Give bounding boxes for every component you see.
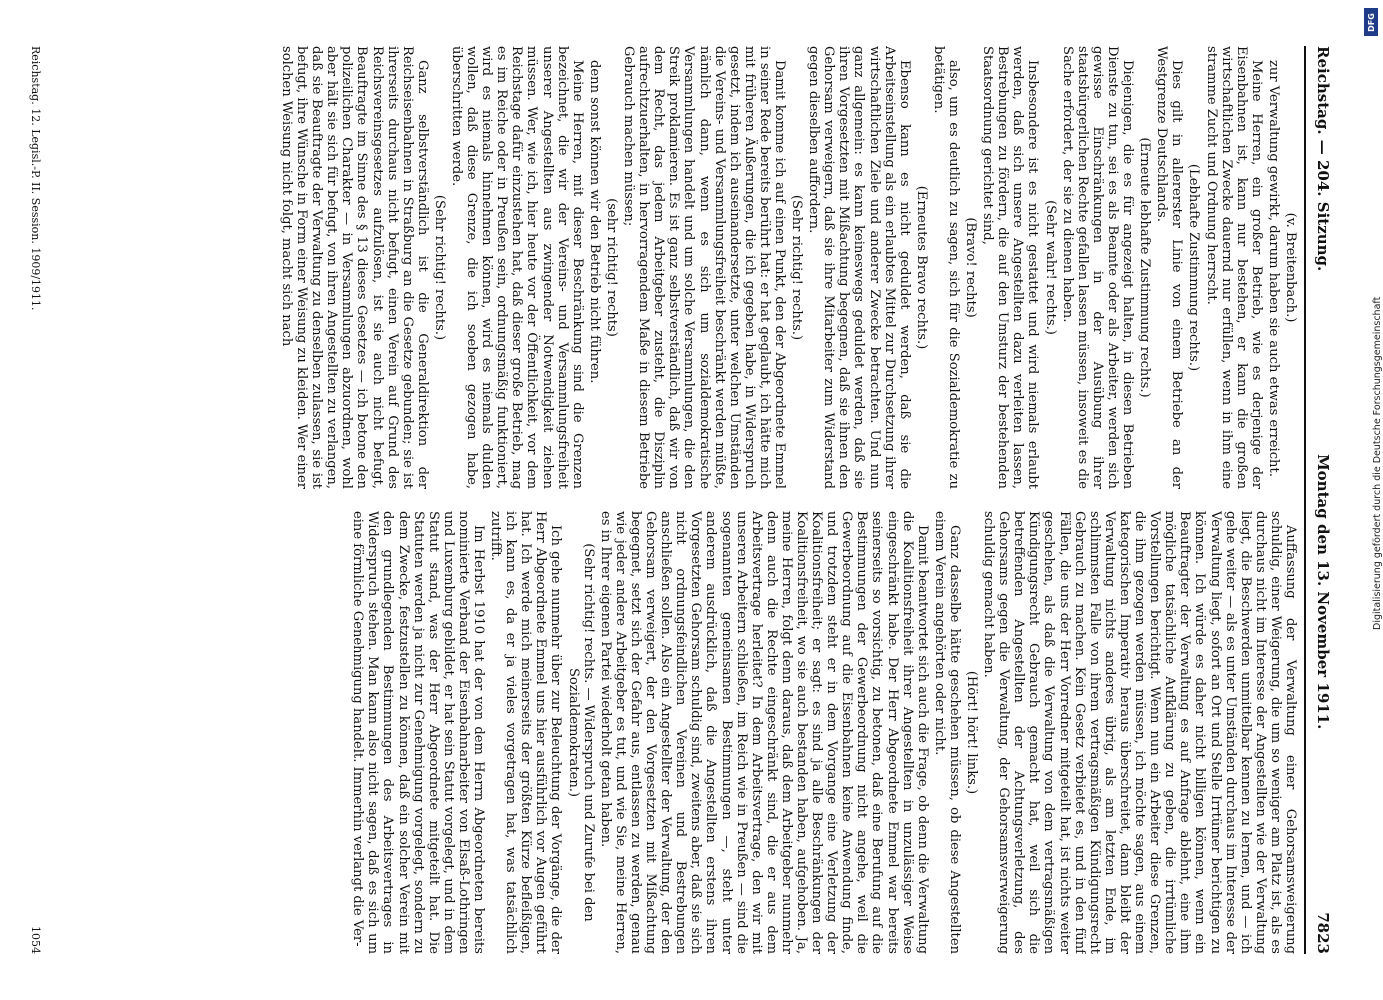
paragraph: (Erneute lebhafte Zustimmung rechts.) — [1137, 137, 1153, 398]
right-column — [68, 511, 1298, 954]
left-column — [68, 46, 1298, 489]
paragraph: zur Verwaltung gewirkt, darum haben sie auch etwas erreicht. — [1265, 60, 1281, 477]
paragraph: (Erneutes Bravo rechts.) — [913, 185, 929, 350]
paragraph: Insbesondere ist es nicht gestattet und wird niemals erlaubt werden, daß sich unsere Angestellten dazu verleiten lassen, Bestrebungen zu fördern, die auf den Umsturz der bestehenden Staatsordnung gerichtet sind, — [980, 46, 1041, 489]
digitization-notice: Digitalisierung gefördert durch die Deutsche Forschungsgemeinschaft — [1372, 296, 1383, 630]
paragraph: Damit komme ich auf einen Punkt, den der Abgeordnete Emmel in seiner Rede bereits berührt hat: er hat geglaubt, ich hätte mich mit früheren Äußerungen, die ich gegeben habe, in Widerspruch gesetzt, indem ich auseinandersetzte, unter welchen Umständen die Vereins- und Versammlungsfreiheit beschränkt werden müßte, nämlich dann, wenn es sich um sozialdemokratische Versammlungen handelt und um solche Versammlungen, die den Streik proklamieren. Es ist ganz selbstverständlich, daß wir von dem Recht, das jedem Arbeitgeber zusteht, die Disziplin aufrechtzuerhalten, in hervorragendem Maße in diesem Betriebe Gebrauch machen müssen; — [621, 46, 787, 489]
footer-sheet-number: 1054 — [29, 926, 43, 954]
header-left: Reichstag. — 204. Sitzung. — [1314, 46, 1332, 272]
paragraph: Im Herbst 1910 hat der von dem Herrn Abgeordneten bereits nominierte Verband der Eisenbahnarbeiter von Elsaß-Lothringen und Luxemburg gebildet, er hat sein Statut vorgelegt, und in dem Statut stand, was der Herr Abgeordnete mitgeteilt hat. Die Statuten werden ja nicht zur Genehmigung vorgelegt, sondern zu dem Zwecke, festzustellen zu können, daß ein solcher Verein mit den grundlegenden Bestimmungen des Arbeitsvertrages in Widerspruch stehen. Man kann also nicht sagen, daß es sich um eine förmliche Genehmigung handelt. Immerhin verlangt die Ver- — [350, 511, 487, 954]
paragraph: Meine Herren, mit dieser Beschränkung sind die Grenzen bezeichnet, die wir der Vereins- und Versammlungsfreiheit unserer Angestellten aus zwingender Notwendigkeit ziehen müssen. Wer, wie ich, hier heute vor der Öffentlichkeit, vor dem Reichstage dafür einzustehen hat, daß dieser große Betrieb, mag es im Reiche oder in Preußen sein, ordnungsmäßig funktioniert, wird es niemals hinnehmen können, wird es niemals dulden wollen, daß diese Grenze, die ich soeben gezogen habe, überschritten werde. — [449, 46, 585, 489]
paragraph: Meine Herren, ein großer Betrieb, wie es derjenige der Eisenbahnen ist, kann nur bestehen, er kann die großen wirtschaftlichen Zwecke dauernd nur erfüllen, wenn in ihm eine stramme Zucht und Ordnung herrscht. — [1203, 46, 1264, 489]
paragraph: (Sehr wahr! rechts.) — [1042, 200, 1058, 335]
paragraph: (v. Breitenbach.) — [1283, 212, 1298, 323]
paragraph: Diejenigen, die es für angezeigt halten, in diesen Betrieben Dienste zu tun, sei es als Beamte oder als Arbeiter, werden sich gewisse Einschränkungen in der Ausübung ihrer staatsbürgerlichen Rechte gefallen lassen müssen, insoweit es die Sache erfordert, der sie zu dienen haben. — [1059, 46, 1136, 489]
paragraph: (Lebhafte Zustimmung rechts.) — [1186, 163, 1202, 372]
paragraph: Ich gehe nunmehr über zur Beleuchtung der Vorgänge, die der Herr Abgeordnete Emmel uns hier ausführlich vor Augen geführt hat. Ich werde mich meinerseits der größten Kürze befleißigen, ich kann es, da er ja vieles vorgetragen hat, was tatsächlich zutrifft. — [488, 511, 564, 954]
page-number: 7823 — [1314, 912, 1332, 954]
header-center: Montag den 13. November 1911. — [1314, 454, 1332, 730]
paragraph: (Sehr richtig! rechts. — Widerspruch und Zurufe bei den Sozialdemokraten.) — [565, 543, 596, 922]
paragraph: Auffassung der Verwaltung einer Gehorsamsweigerung schuldig, einer Weigerung, die um so weniger am Platz ist, als es durchaus nicht im Interesse der Angestellten wie der Verwaltung liegt, die Beschwerden unmittelbar kennen zu lernen, und — ich gehe weiter — als es unter Umständen durchaus im Interesse der Verwaltung liegt, sofort an Ort und Stelle Irrtümer berichtigen zu können. Ich würde es daher nicht billigen können, wenn ein Beauftragter der Verwaltung es auf Anfrage ablehnt, eine ihm mögliche tatsächliche Aufklärung zu geben, die irrtümliche Vorstellungen berichtigt. Wenn nun ein Arbeiter diese Grenzen, die ihm gezogen werden müssen, ich möchte sagen, aus einem kategorischen Imperativ heraus überschreitet, dann bleibt der Verwaltung nichts anderes übrig, als am letzten Ende, im schlimmsten Falle von ihrem vertragsmäßigen Kündigungsrecht Gebrauch zu machen. Kein Gesetz verbietet es, und in den fünf Fällen, die uns der Herr Vorredner mitgeteilt hat, ist nichts weiter geschehen, als daß die Verwaltung von dem vertragsmäßigen Kündigungsrecht Gebrauch gemacht hat, weil sich die betreffenden Angestellten der Achtungsverletzung, des Gehorsams gegen die Verwaltung, der Gehorsamsverweigerung schuldig gemacht haben. — [981, 511, 1298, 954]
paragraph: (sehr richtig! rechts) — [603, 198, 619, 337]
paragraph: (Hört! hört! links.) — [964, 670, 980, 795]
rotated-page — [20, 20, 1340, 980]
paragraph: Ebenso kann es nicht geduldet werden, daß sie die Arbeitseinstellung als ein erlaubtes Mittel zur Durchsetzung ihrer wirtschaftlichen Ziele und anderer Zwecke betrachten. Und nun ganz allgemein: es kann keineswegs geduldet werden, daß sie ihren Vorgesetzten mit Mißachtung begegnen, daß sie ihnen den Gehorsam verweigern, daß sie ihre Mitarbeiter zum Widerstand gegen dieselben auffordern. — [806, 46, 912, 489]
paragraph: (Sehr richtig! rechts.) — [789, 194, 805, 341]
dfg-logo: DFG — [1364, 8, 1378, 36]
paragraph: denn sonst können wir den Betrieb nicht führen. — [586, 60, 602, 384]
footer-session: Reichstag. 12. Legisl.-P. II. Session. 1909/1911. — [29, 46, 43, 311]
paragraph: (Sehr richtig! rechts.) — [431, 194, 447, 341]
paragraph: also, um es deutlich zu sagen, sich für die Sozialdemokratie zu betätigen. — [930, 46, 962, 489]
paragraph: Damit beantwortet sich auch die Frage, ob denn die Verwaltung die Koalitionsfreiheit ihrer Angestellten in unzulässiger Weise eingeschränkt habe. Der Herr Abgeordnete Emmel war bereits seinerseits so vorsichtig, zu betonen, daß eine Berufung auf die Bestimmungen der Gewerbeordnung nicht angehe, weil die Gewerbeordnung auf die Eisenbahnen keine Anwendung finde, und trotzdem steht er in dem Vorgange eine Verletzung der Koalitionsfreiheit; er sagt: es sind ja alle Beschränkungen der Koalitionsfreiheit, wo sie auch bestanden haben, aufgehoben. Ja, meine Herren, folgt denn daraus, daß dem Arbeitgeber nunmehr denn auch die Rechte eingeschränkt sind, die er aus dem Arbeitsvertrage herleitet? In dem Arbeitsvertrage, den wir mit unseren Arbeitern schließen, im Reich wie in Preußen — sind die sogenannten gemeinsamen Bestimmungen —, steht unter anderem ausdrücklich, daß die Angestellten erstens ihren Vorgesetzten Gehorsam schuldig sind, zweitens aber, daß sie sich nicht ordnungsfeindlichen Vereinen und Bestrebungen anschließen sollen. Also ein Angestellter der Verwaltung, der den Gehorsam verweigert, der den Vorgesetzten mit Mißachtung begegnet, setzt sich der Gefahr aus, entlassen zu werden, genau wie jeder andere Arbeitgeber es tut, und wie Sie, meine Herren, es in Ihrer eigenen Partei wiederholt getan haben. — [597, 511, 930, 954]
paragraph: (Bravo! rechts) — [963, 217, 979, 318]
page-footer — [28, 46, 43, 954]
paragraph: Dies gilt in allererster Linie von einem Betriebe an der Westgrenze Deutschlands. — [1154, 46, 1185, 489]
paragraph: Ganz selbstverständlich ist die Generaldirektion der Reichseisenbahnen in Straßburg an die Gesetze gebunden; sie ist ihrerseits durchaus nicht befugt, einen Verein auf Grund des Reichsvereinsgesetzes aufzulösen, ist sie auch nicht befugt, Beauftragte im Sinne des § 13 dieses Gesetzes — ich betone den polizeilichen Charakter — in Versammlungen abzuordnen, wohl aber hält sie sich für befugt, von ihren Angestellten zu verlangen, daß sie Beauftragte der Verwaltung zu denselben zulassen, sie ist befugt, ihre Wünsche in Form einer Weisung zu kleiden. Wer einer solchen Weisung nicht folgt, macht sich nach — [279, 46, 430, 489]
paragraph: Ganz dasselbe hätte geschehen müssen, ob diese Angestellten einem Verein angehörten oder nicht. — [931, 511, 962, 954]
page-header — [1304, 46, 1330, 954]
